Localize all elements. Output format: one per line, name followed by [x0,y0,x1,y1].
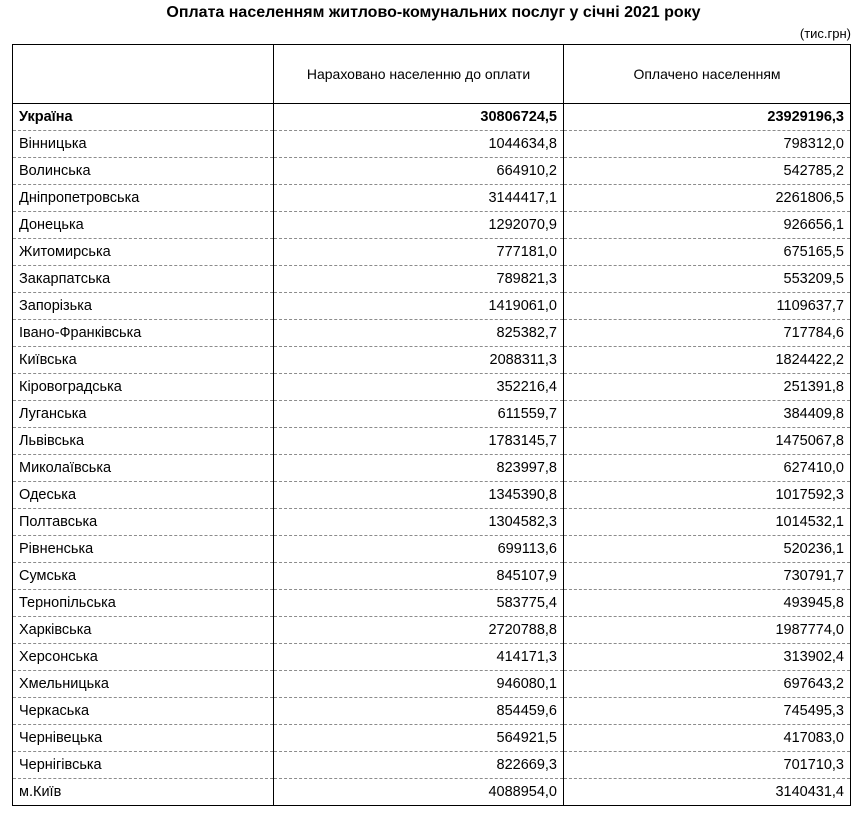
region-cell: Київська [13,347,274,374]
charged-value-cell: 1304582,3 [274,509,564,536]
header-row [13,45,851,104]
table-row [13,347,851,374]
region-cell: Чернівецька [13,725,274,752]
charged-value-cell: 30806724,5 [274,104,564,131]
column-header-paid: Оплачено населенням [564,45,851,104]
table-row [13,590,851,617]
table-row [13,212,851,239]
charged-value-cell: 777181,0 [274,239,564,266]
charged-value-cell: 946080,1 [274,671,564,698]
region-cell: Харківська [13,617,274,644]
paid-value-cell: 1824422,2 [564,347,851,374]
paid-value-cell: 493945,8 [564,590,851,617]
region-cell: Одеська [13,482,274,509]
charged-value-cell: 2720788,8 [274,617,564,644]
table-row [13,158,851,185]
paid-value-cell: 926656,1 [564,212,851,239]
table-row [13,428,851,455]
table-row [13,536,851,563]
region-cell: Волинська [13,158,274,185]
charged-value-cell: 789821,3 [274,266,564,293]
region-cell: Івано-Франківська [13,320,274,347]
paid-value-cell: 3140431,4 [564,779,851,806]
region-cell: Луганська [13,401,274,428]
table-row [13,293,851,320]
paid-value-cell: 701710,3 [564,752,851,779]
table-row [13,374,851,401]
paid-value-cell: 717784,6 [564,320,851,347]
paid-value-cell: 1017592,3 [564,482,851,509]
paid-value-cell: 2261806,5 [564,185,851,212]
region-cell: Закарпатська [13,266,274,293]
table-row [13,617,851,644]
paid-value-cell: 745495,3 [564,698,851,725]
charged-value-cell: 3144417,1 [274,185,564,212]
region-cell: Дніпропетровська [13,185,274,212]
charged-value-cell: 845107,9 [274,563,564,590]
charged-value-cell: 1783145,7 [274,428,564,455]
charged-value-cell: 825382,7 [274,320,564,347]
charged-value-cell: 1345390,8 [274,482,564,509]
paid-value-cell: 417083,0 [564,725,851,752]
table-row [13,239,851,266]
paid-value-cell: 1987774,0 [564,617,851,644]
table-row [13,131,851,158]
paid-value-cell: 23929196,3 [564,104,851,131]
region-cell: Рівненська [13,536,274,563]
column-header-charged: Нараховано населенню до оплати [274,45,564,104]
region-cell: Кіровоградська [13,374,274,401]
charged-value-cell: 583775,4 [274,590,564,617]
table-body [13,104,851,806]
region-cell: Чернігівська [13,752,274,779]
region-cell: Запорізька [13,293,274,320]
column-header-region [13,45,274,104]
charged-value-cell: 664910,2 [274,158,564,185]
table-row [13,698,851,725]
paid-value-cell: 520236,1 [564,536,851,563]
paid-value-cell: 798312,0 [564,131,851,158]
region-cell: Вінницька [13,131,274,158]
charged-value-cell: 854459,6 [274,698,564,725]
paid-value-cell: 313902,4 [564,644,851,671]
table-row [13,752,851,779]
paid-value-cell: 730791,7 [564,563,851,590]
charged-value-cell: 823997,8 [274,455,564,482]
paid-value-cell: 553209,5 [564,266,851,293]
table-row [13,725,851,752]
charged-value-cell: 611559,7 [274,401,564,428]
region-cell: Черкаська [13,698,274,725]
region-cell: Тернопільська [13,590,274,617]
region-cell: Львівська [13,428,274,455]
paid-value-cell: 251391,8 [564,374,851,401]
charged-value-cell: 1292070,9 [274,212,564,239]
table-row [13,266,851,293]
unit-label: (тис.грн) [799,26,851,41]
region-cell: Хмельницька [13,671,274,698]
charged-value-cell: 352216,4 [274,374,564,401]
charged-value-cell: 4088954,0 [274,779,564,806]
paid-value-cell: 1109637,7 [564,293,851,320]
paid-value-cell: 627410,0 [564,455,851,482]
table-row [13,185,851,212]
region-cell: м.Київ [13,779,274,806]
charged-value-cell: 822669,3 [274,752,564,779]
table-row [13,779,851,806]
payments-table [12,44,851,806]
charged-value-cell: 699113,6 [274,536,564,563]
region-cell: Миколаївська [13,455,274,482]
table-row [13,482,851,509]
table-row [13,455,851,482]
region-cell: Херсонська [13,644,274,671]
region-cell: Житомирська [13,239,274,266]
paid-value-cell: 1014532,1 [564,509,851,536]
charged-value-cell: 564921,5 [274,725,564,752]
paid-value-cell: 542785,2 [564,158,851,185]
table-row-total [13,104,851,131]
page-title: Оплата населенням житлово-комунальних послуг у січні 2021 року [166,4,701,21]
region-cell: Сумська [13,563,274,590]
table-row [13,671,851,698]
table-row [13,509,851,536]
table-row [13,401,851,428]
region-cell: Донецька [13,212,274,239]
charged-value-cell: 1419061,0 [274,293,564,320]
region-cell: Україна [13,104,274,131]
table-row [13,563,851,590]
charged-value-cell: 414171,3 [274,644,564,671]
paid-value-cell: 1475067,8 [564,428,851,455]
charged-value-cell: 1044634,8 [274,131,564,158]
charged-value-cell: 2088311,3 [274,347,564,374]
paid-value-cell: 697643,2 [564,671,851,698]
table-row [13,644,851,671]
table-row [13,320,851,347]
paid-value-cell: 675165,5 [564,239,851,266]
region-cell: Полтавська [13,509,274,536]
paid-value-cell: 384409,8 [564,401,851,428]
